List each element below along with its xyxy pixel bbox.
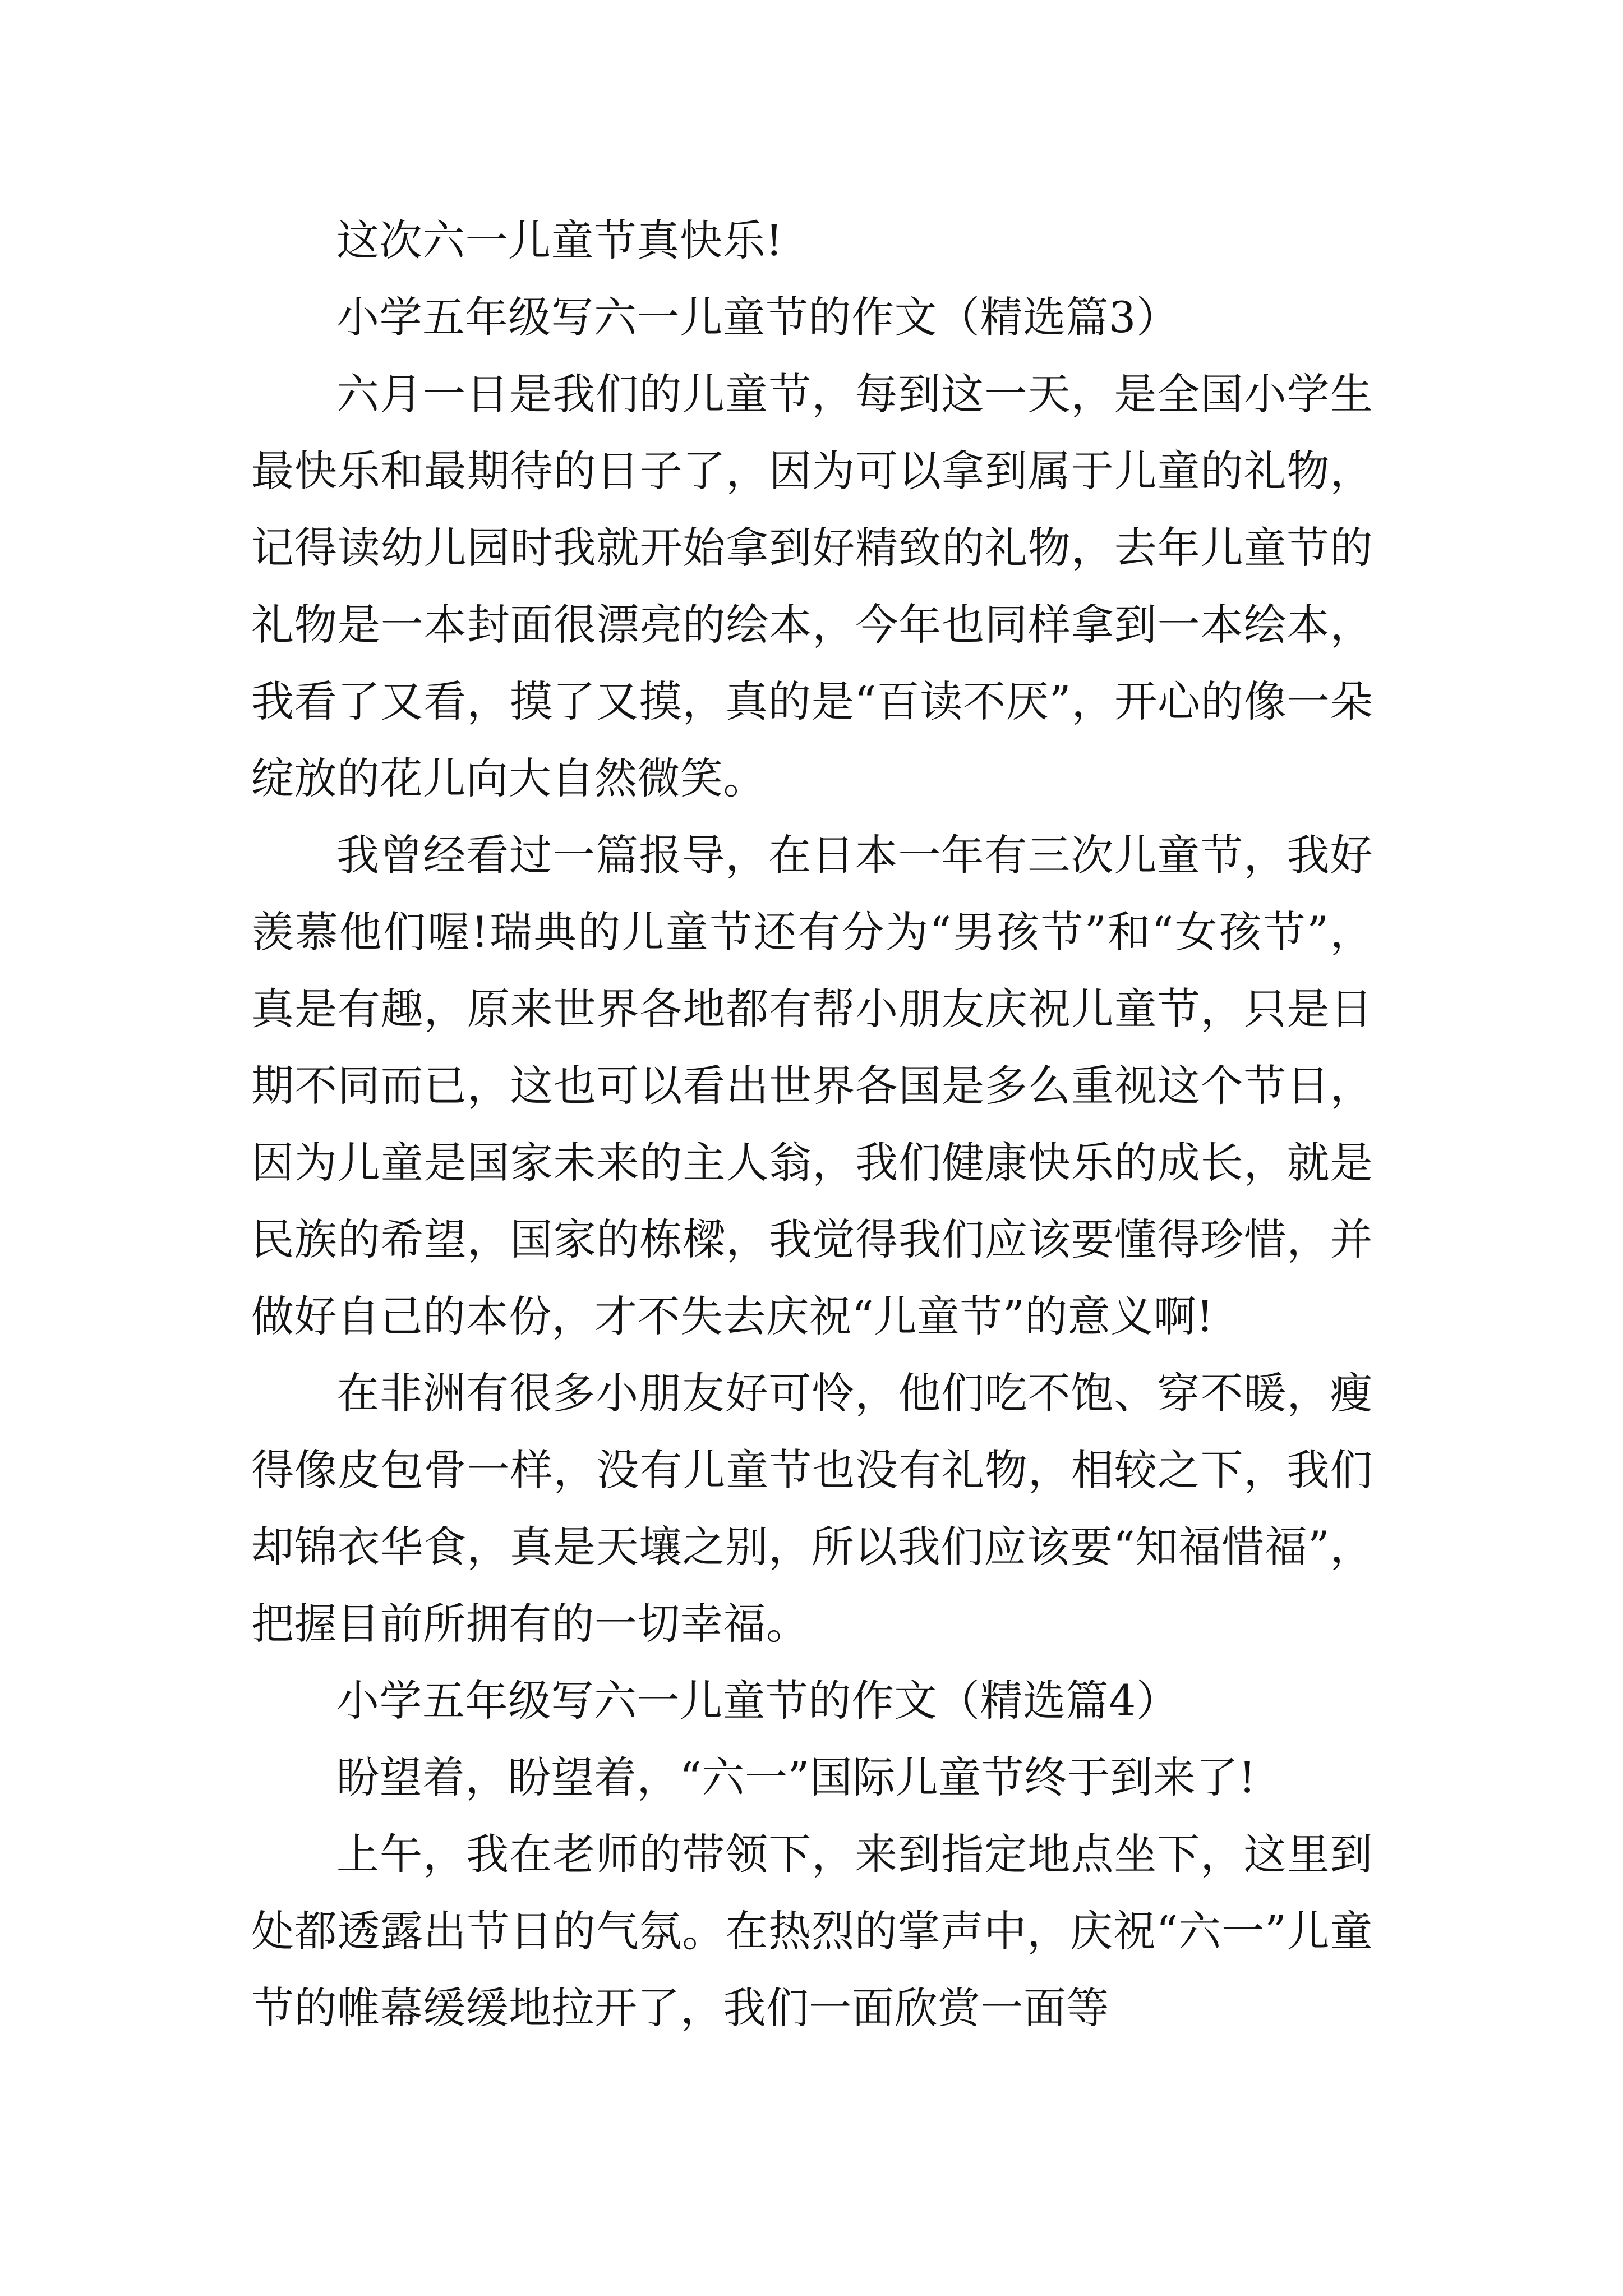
body-paragraph: 上午，我在老师的带领下，来到指定地点坐下，这里到处都透露出节日的气氛。在热烈的掌声中，庆祝“六一”儿童节的帷幕缓缓地拉开了，我们一面欣赏一面等: [251, 1829, 1373, 2033]
section-heading-4: 小学五年级写六一儿童节的作文（精选篇4）: [336, 1676, 1179, 1726]
body-paragraph: 盼望着，盼望着，“六一”国际儿童节终于到来了!: [336, 1752, 1256, 1802]
body-paragraph: 我曾经看过一篇报导，在日本一年有三次儿童节，我好羡慕他们喔!瑞典的儿童节还有分为“男孩节”和“女孩节”，真是有趣，原来世界各地都有帮小朋友庆祝儿童节，只是日期不同而已，这也可以看出世界各国是多么重视这个节日，因为儿童是国家未来的主人翁，我们健康快乐的成长，就是民族的希望，国家的栋樑，我觉得我们应该要懂得珍惜，并做好自己的本份，才不失去庆祝“儿童节”的意义啊!: [251, 830, 1373, 1341]
body-paragraph: 在非洲有很多小朋友好可怜，他们吃不饱、穿不暖，瘦得像皮包骨一样，没有儿童节也没有礼物，相较之下，我们却锦衣华食，真是天壤之别，所以我们应该要“知福惜福”，把握目前所拥有的一切幸福。: [251, 1368, 1373, 1649]
body-paragraph: 六月一日是我们的儿童节，每到这一天，是全国小学生最快乐和最期待的日子了，因为可以拿到属于儿童的礼物，记得读幼儿园时我就开始拿到好精致的礼物，去年儿童节的礼物是一本封面很漂亮的绘本，今年也同样拿到一本绘本，我看了又看，摸了又摸，真的是“百读不厌”，开心的像一朵绽放的花儿向大自然微笑。: [251, 369, 1373, 803]
document-page: [251, 202, 1373, 2046]
section-heading-3: 小学五年级写六一儿童节的作文（精选篇3）: [336, 292, 1179, 342]
closing-line: 这次六一儿童节真快乐!: [336, 215, 783, 265]
